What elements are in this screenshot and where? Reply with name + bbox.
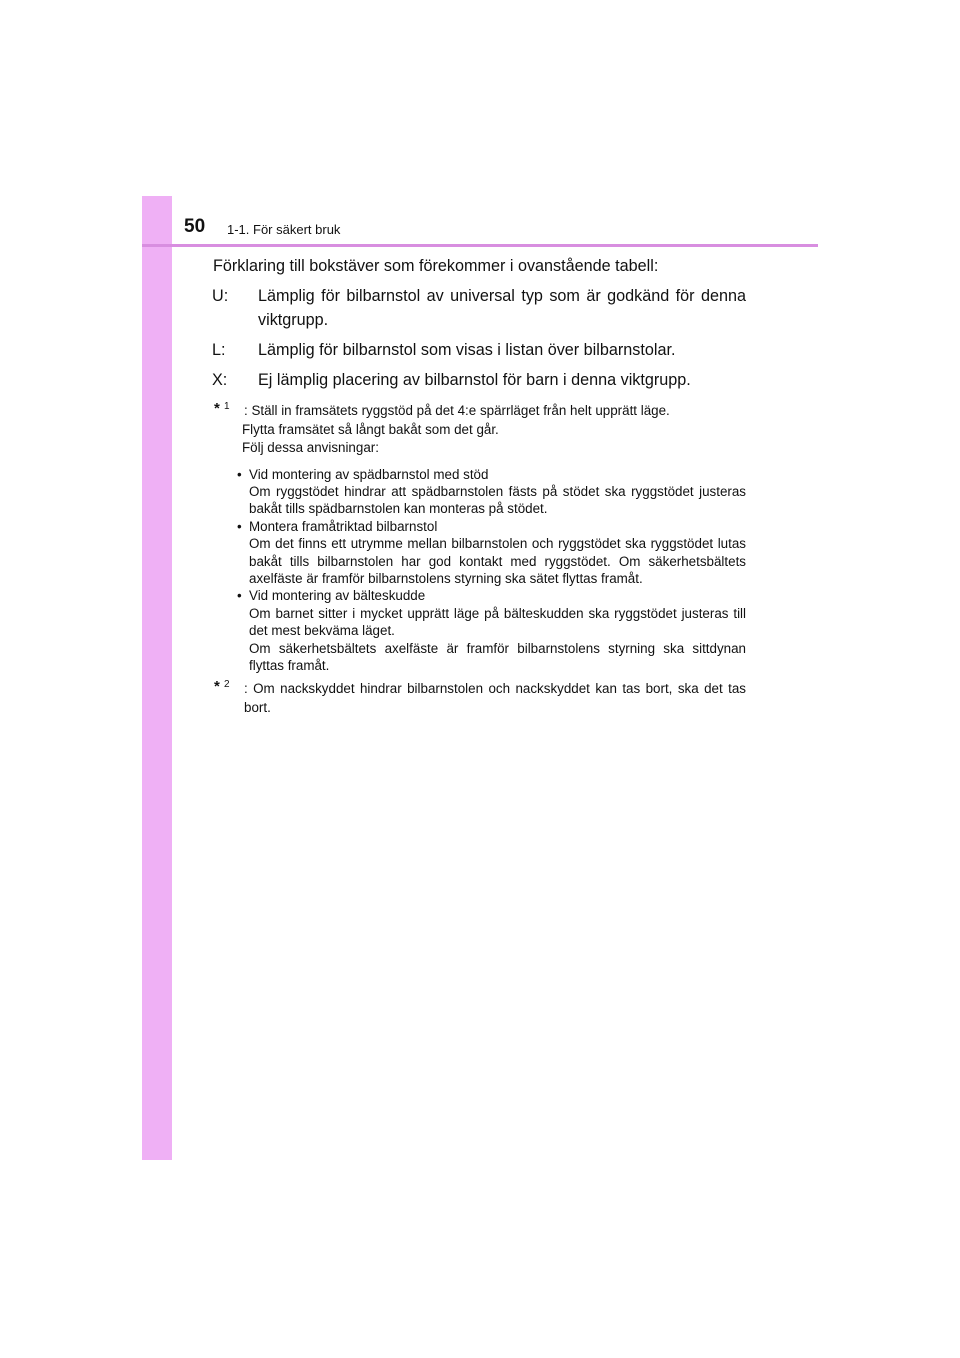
footnote-line: Flytta framsätet så långt bakåt som det går. (242, 421, 499, 437)
footnote-line: Följ dessa anvisningar: (242, 440, 379, 455)
bullet-icon: • (237, 466, 242, 482)
section-tab-bar (142, 196, 172, 1160)
bullet-icon: • (237, 518, 242, 534)
legend-item-u (212, 284, 746, 332)
list-item (212, 587, 746, 674)
list-item-title: Vid montering av spädbarnstol med stöd (249, 466, 489, 482)
list-item-title: Montera framåtriktad bilbarnstol (249, 518, 438, 534)
footnote-number: 2 (224, 679, 230, 691)
list-item (212, 466, 746, 518)
legend-item-x (212, 368, 746, 392)
legend-item-l (212, 338, 746, 362)
legend-key: L: (212, 341, 226, 359)
list-item-body: Om barnet sitter i mycket upprätt läge på bälteskudden ska ryggstödet justeras till det mest bekväma läget. (249, 605, 746, 639)
page-number: 50 (184, 216, 206, 237)
footnote-2 (212, 680, 746, 717)
legend-key: X: (212, 371, 228, 389)
list-item-body: Om det finns ett utrymme mellan bilbarnstolen och ryggstödet ska ryggstödet lutas bakåt tills bilbarnstolen har god kontakt med ryggstödet. Om säkerhetsbältets axelfäste är framför bilbarnstolens styrning ska sätet flyttas framåt. (249, 536, 746, 586)
list-item (212, 518, 746, 588)
section-title: 1-1. För säkert bruk (227, 222, 341, 237)
legend-key: U: (212, 287, 229, 305)
page-content (212, 254, 746, 717)
list-item-body: Om ryggstödet hindrar att spädbarnstolen fästs på stödet ska ryggstödet justeras bakåt tills spädbarnstolen kan monteras på stödet. (249, 483, 746, 517)
legend-text: Lämplig för bilbarnstol av universal typ som är godkänd för denna viktgrupp. (258, 287, 746, 329)
footnote-line: : Ställ in framsätets ryggstöd på det 4:e spärrläget från helt upprätt läge. (244, 403, 670, 418)
footnote-asterisk: * (214, 400, 220, 417)
bullet-icon: • (237, 588, 242, 604)
legend-text: Lämplig för bilbarnstol som visas i listan över bilbarnstolar. (258, 341, 676, 359)
footnote-line: : Om nackskyddet hindrar bilbarnstolen och nackskyddet kan tas bort, ska det tas bort. (244, 681, 746, 715)
instruction-list (212, 466, 746, 675)
footnote-number: 1 (224, 401, 230, 412)
list-item-title: Vid montering av bälteskudde (249, 588, 426, 604)
list-item-body: Om säkerhetsbältets axelfäste är framför bilbarnstolens styrning ska sittdynan flyttas framåt. (249, 640, 746, 673)
legend-intro: Förklaring till bokstäver som förekommer i ovanstående tabell: (213, 257, 659, 275)
header-divider (142, 244, 818, 247)
legend-text: Ej lämplig placering av bilbarnstol för barn i denna viktgrupp. (258, 371, 691, 389)
footnote-1 (212, 402, 746, 674)
footnote-asterisk: * (214, 678, 220, 696)
